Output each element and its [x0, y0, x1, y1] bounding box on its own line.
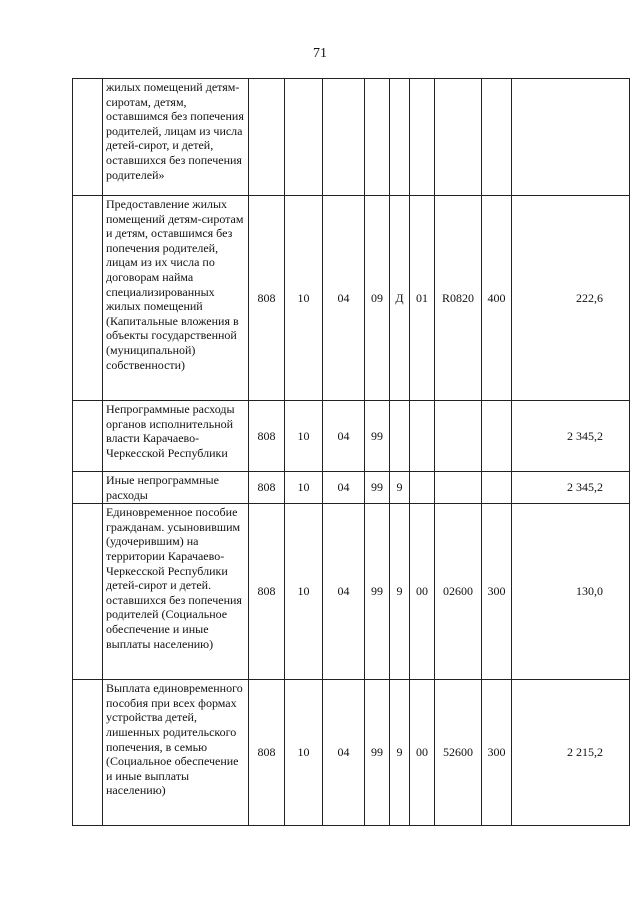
subprogram-code: 9: [390, 472, 410, 504]
main-event-code: 00: [410, 680, 435, 826]
program-code: 09: [365, 196, 390, 401]
expense-type-code: 400: [482, 196, 512, 401]
budget-table: [72, 78, 630, 826]
blank-cell: [73, 401, 103, 472]
subprogram-code: 9: [390, 504, 410, 680]
expense-type-code: [482, 472, 512, 504]
expense-name: Единовременное пособие гражданам. усыновившим (удочерившим) на территории Карачаево-Черкесской Республики детей-сирот и детей. оставшихся без попечения родителей (Социальное обеспечение и иные выплаты населению): [103, 504, 249, 680]
section-code: 10: [285, 504, 323, 680]
main-event-code: [410, 79, 435, 196]
table-row: [73, 680, 630, 826]
main-event-code: 01: [410, 196, 435, 401]
blank-cell: [73, 680, 103, 826]
table-row: [73, 401, 630, 472]
direction-code: [435, 79, 482, 196]
subprogram-code: Д: [390, 196, 410, 401]
amount: 2 215,2: [512, 680, 630, 826]
direction-code: R0820: [435, 196, 482, 401]
table-row: [73, 79, 630, 196]
amount: 2 345,2: [512, 401, 630, 472]
section-code: 10: [285, 472, 323, 504]
subsection-code: 04: [323, 504, 365, 680]
direction-code: 52600: [435, 680, 482, 826]
expense-type-code: 300: [482, 680, 512, 826]
expense-type-code: [482, 401, 512, 472]
amount: 2 345,2: [512, 472, 630, 504]
table-row: [73, 472, 630, 504]
subprogram-code: [390, 79, 410, 196]
direction-code: [435, 472, 482, 504]
ministry-code: 808: [249, 401, 285, 472]
ministry-code: 808: [249, 472, 285, 504]
section-code: [285, 79, 323, 196]
expense-type-code: [482, 79, 512, 196]
program-code: 99: [365, 504, 390, 680]
expense-name: Непрограммные расходы органов исполнительной власти Карачаево-Черкесской Республики: [103, 401, 249, 472]
amount: 130,0: [512, 504, 630, 680]
subsection-code: 04: [323, 401, 365, 472]
program-code: [365, 79, 390, 196]
section-code: 10: [285, 196, 323, 401]
ministry-code: 808: [249, 196, 285, 401]
main-event-code: 00: [410, 504, 435, 680]
expense-name: Выплата единовременного пособия при всех формах устройства детей, лишенных родительского попечения, в семью (Социальное обеспечение и иные выплаты населению): [103, 680, 249, 826]
direction-code: [435, 401, 482, 472]
program-code: 99: [365, 680, 390, 826]
amount: [512, 79, 630, 196]
blank-cell: [73, 504, 103, 680]
table-row: [73, 196, 630, 401]
subsection-code: [323, 79, 365, 196]
blank-cell: [73, 472, 103, 504]
subsection-code: 04: [323, 680, 365, 826]
direction-code: 02600: [435, 504, 482, 680]
ministry-code: [249, 79, 285, 196]
expense-type-code: 300: [482, 504, 512, 680]
main-event-code: [410, 401, 435, 472]
blank-cell: [73, 196, 103, 401]
table-row: [73, 504, 630, 680]
main-event-code: [410, 472, 435, 504]
subsection-code: 04: [323, 472, 365, 504]
expense-name: Предоставление жилых помещений детям-сиротам и детям, оставшимся без попечения родителей, лицам из их числа по договорам найма специализированных жилых помещений (Капитальные вложения в объекты государственной (муниципальной) собственности): [103, 196, 249, 401]
subsection-code: 04: [323, 196, 365, 401]
ministry-code: 808: [249, 680, 285, 826]
expense-name: Иные непрограммные расходы: [103, 472, 249, 504]
ministry-code: 808: [249, 504, 285, 680]
subprogram-code: 9: [390, 680, 410, 826]
subprogram-code: [390, 401, 410, 472]
blank-cell: [73, 79, 103, 196]
section-code: 10: [285, 680, 323, 826]
amount: 222,6: [512, 196, 630, 401]
page-number: 71: [313, 46, 327, 61]
program-code: 99: [365, 401, 390, 472]
program-code: 99: [365, 472, 390, 504]
expense-name: жилых помещений детям-сиротам, детям, оставшимся без попечения родителей, лицам из числа детей-сирот, и детей, оставшихся без попечения родителей»: [103, 79, 249, 196]
section-code: 10: [285, 401, 323, 472]
